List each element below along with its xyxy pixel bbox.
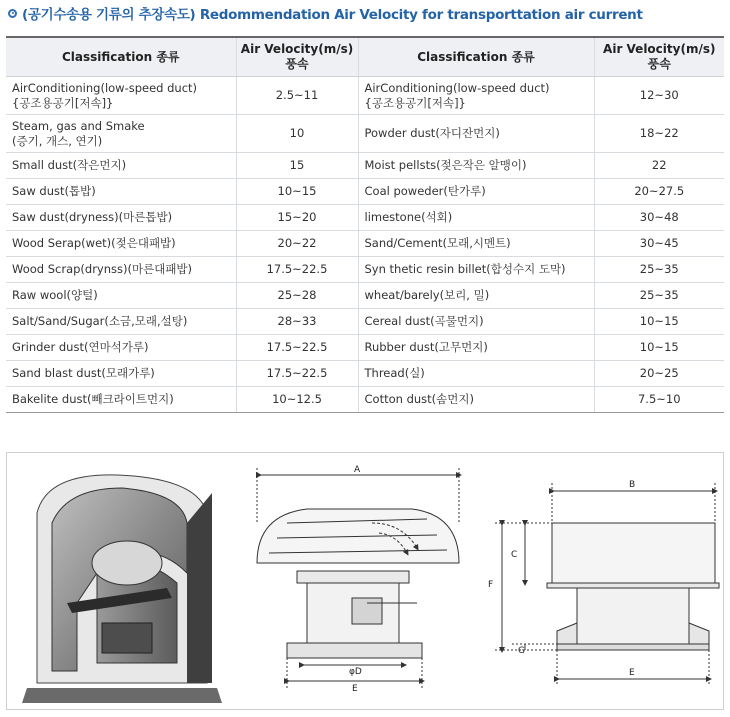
velocity-cell: 10~15 <box>594 309 724 335</box>
classification-cell: Sand blast dust(모래가루) <box>6 361 236 387</box>
classification-cell: Powder dust(자디잔먼지) <box>358 115 594 153</box>
table-row <box>6 153 724 179</box>
table-row <box>6 179 724 205</box>
classification-cell: AirConditioning(low-speed duct) {공조용공기[저속]} <box>358 77 594 115</box>
header-classification-2: Classification 종류 <box>358 37 594 77</box>
dimension-b-label: B <box>629 480 636 490</box>
table-row <box>6 257 724 283</box>
velocity-cell: 18~22 <box>594 115 724 153</box>
classification-cell: Thread(실) <box>358 361 594 387</box>
dimension-c-label: C <box>511 550 518 560</box>
velocity-cell: 20~22 <box>236 231 358 257</box>
table-row <box>6 361 724 387</box>
table-row <box>6 231 724 257</box>
dimension-g-label: G <box>518 646 525 656</box>
classification-cell: Syn thetic resin billet(합성수지 도막) <box>358 257 594 283</box>
dimension-a-label: A <box>354 465 361 475</box>
bullet-icon <box>8 9 17 18</box>
velocity-cell: 17.5~22.5 <box>236 257 358 283</box>
ventilator-photo <box>22 475 222 703</box>
classification-cell: Wood Scrap(drynss)(마른대패밥) <box>6 257 236 283</box>
table-row <box>6 335 724 361</box>
classification-cell: Coal poweder(탄가루) <box>358 179 594 205</box>
ventilator-figure-panel <box>6 452 724 710</box>
section-title-text: (공기수송용 기류의 추장속도) Redommendation Air Velocity for transporttation air current <box>22 7 643 23</box>
classification-cell: Cotton dust(솜먼지) <box>358 387 594 413</box>
table-row <box>6 309 724 335</box>
velocity-cell: 7.5~10 <box>594 387 724 413</box>
classification-cell: AirConditioning(low-speed duct) {공조용공기[저속]} <box>6 77 236 115</box>
velocity-cell: 20~27.5 <box>594 179 724 205</box>
velocity-cell: 25~35 <box>594 257 724 283</box>
classification-cell: Salt/Sand/Sugar(소금,모래,설탕) <box>6 309 236 335</box>
dimension-e-label-1: E <box>352 684 358 694</box>
velocity-cell: 15~20 <box>236 205 358 231</box>
ventilator-drawings <box>7 453 723 709</box>
dimension-e-label-2: E <box>629 668 635 678</box>
classification-cell: Sand/Cement(모래,시멘트) <box>358 231 594 257</box>
velocity-cell: 17.5~22.5 <box>236 361 358 387</box>
classification-cell: Wood Serap(wet)(젖은대패밥) <box>6 231 236 257</box>
classification-cell: Steam, gas and Smake (증기, 개스, 연기) <box>6 115 236 153</box>
table-row <box>6 77 724 115</box>
velocity-cell: 30~45 <box>594 231 724 257</box>
velocity-cell: 10~15 <box>236 179 358 205</box>
classification-cell: Small dust(작은먼지) <box>6 153 236 179</box>
classification-cell: Cereal dust(곡물먼지) <box>358 309 594 335</box>
air-velocity-table <box>6 36 724 413</box>
header-velocity-1: Air Velocity(m/s) 풍속 <box>236 37 358 77</box>
table-row <box>6 283 724 309</box>
table-row <box>6 387 724 413</box>
velocity-cell: 12~30 <box>594 77 724 115</box>
table-row <box>6 115 724 153</box>
header-classification-1: Classification 종류 <box>6 37 236 77</box>
dimension-f-label: F <box>488 580 494 590</box>
classification-cell: wheat/barely(보리, 밀) <box>358 283 594 309</box>
classification-cell: Bakelite dust(빼크라이트먼지) <box>6 387 236 413</box>
velocity-cell: 2.5~11 <box>236 77 358 115</box>
classification-cell: Rubber dust(고무먼지) <box>358 335 594 361</box>
section-title <box>8 2 643 24</box>
ventilator-front-view <box>495 483 719 685</box>
table-header-row <box>6 37 724 77</box>
velocity-cell: 25~28 <box>236 283 358 309</box>
velocity-cell: 15 <box>236 153 358 179</box>
dimension-d-label: φD <box>349 667 362 677</box>
table-row <box>6 205 724 231</box>
classification-cell: Saw dust(톱밥) <box>6 179 236 205</box>
velocity-cell: 10~15 <box>594 335 724 361</box>
classification-cell: Saw dust(dryness)(마른톱밥) <box>6 205 236 231</box>
header-velocity-2: Air Velocity(m/s) 풍속 <box>594 37 724 77</box>
velocity-cell: 10~12.5 <box>236 387 358 413</box>
classification-cell: Grinder dust(연마석가루) <box>6 335 236 361</box>
velocity-cell: 28~33 <box>236 309 358 335</box>
velocity-cell: 30~48 <box>594 205 724 231</box>
velocity-cell: 17.5~22.5 <box>236 335 358 361</box>
classification-cell: Moist pellsts(젖은작은 알맹이) <box>358 153 594 179</box>
ventilator-side-view <box>257 468 459 688</box>
velocity-cell: 25~35 <box>594 283 724 309</box>
classification-cell: Raw wool(양털) <box>6 283 236 309</box>
velocity-cell: 10 <box>236 115 358 153</box>
velocity-cell: 22 <box>594 153 724 179</box>
velocity-cell: 20~25 <box>594 361 724 387</box>
classification-cell: limestone(석회) <box>358 205 594 231</box>
